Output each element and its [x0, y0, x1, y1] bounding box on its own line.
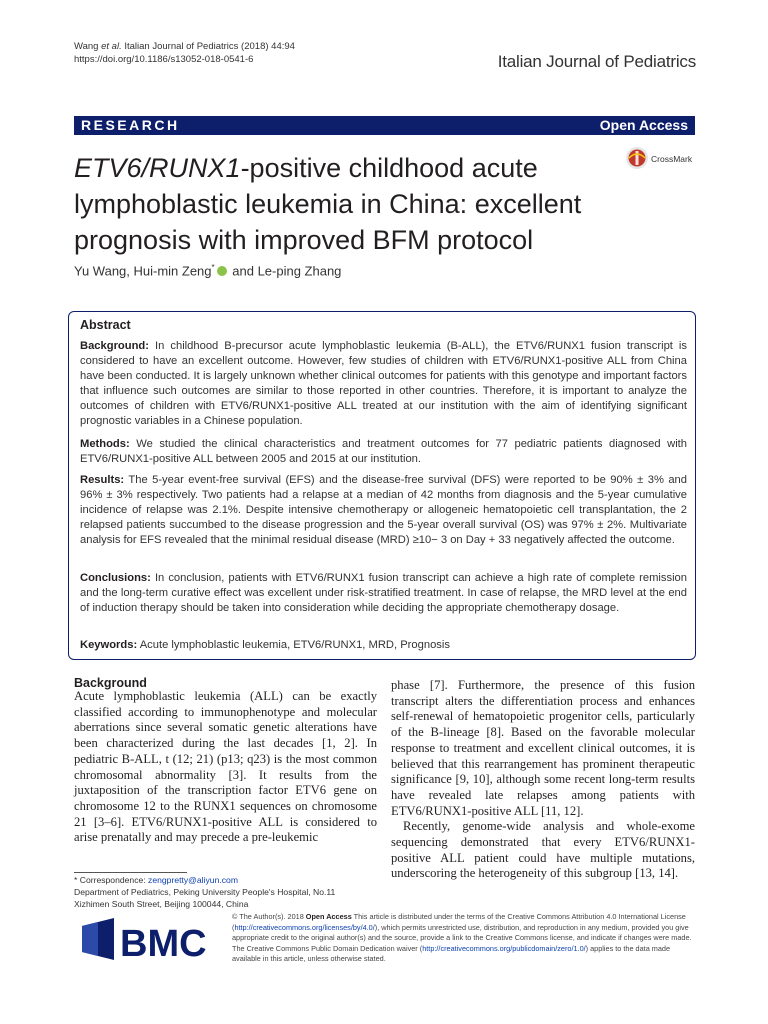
author-list: Yu Wang, Hui-min Zeng* and Le-ping Zhang	[74, 263, 342, 279]
body-left-column: Acute lymphoblastic leukemia (ALL) can be exactly classified according to immunophenotype and molecular aberrations since several somatic genetic alterations have been characterized during the last decades [1, 2]. In pediatric B-ALL, t (12; 21) (p13; q23) is the most common chromosomal abnormality [3]. It results from the juxtaposition of the transcription factor ETV6 gene on chromosome 12 to the RUNX1 sequences on chromosome 21 [3–6]. ETV6/RUNX1-positive ALL is considered to arise prenatally and may precede a pre-leukemic	[74, 689, 377, 845]
abstract-results: Results: The 5-year event-free survival (EFS) and the disease-free survival (DFS) were reported to be 90% ± 3% and 96% ± 3% respectively. Two patients had a relapse at a median of 42 months from diagnosis and the 5-year cumulative incidence of relapse was 2.1%. Despite intensive chemotherapy or allogeneic hematopoietic cell transplantation, the 2 relapsed patients succumbed to the disease progression and the 5-year overall survival (OS) was 97% ± 2%. Multivariate analysis for EFS revealed that the minimal residual disease (MRD) ≥10− 3 on Day + 33 negatively affected the outcome.	[80, 474, 688, 546]
abstract-background: Background: In childhood B-precursor acute lymphoblastic leukemia (B-ALL), the ETV6/RUNX1 fusion transcript is considered to have an excellent outcome. However, few studies of children with ETV6/RUNX1-positive ALL from China have been conducted. It is largely unknown whether clinical outcomes for patients with this genotype and important factors that influence such outcomes are similar to those reported in other countries. Therefore, it is important to analyze the outcomes of children with ETV6/RUNX1-positive ALL treated at our institution with the aim of identifying significant prognostic variables in a Chinese population.	[80, 340, 687, 427]
article-type-label: RESEARCH	[81, 117, 180, 133]
doi-link[interactable]: https://doi.org/10.1186/s13052-018-0541-6	[74, 54, 254, 65]
abstract-heading: Abstract	[80, 318, 131, 332]
body-right-column	[391, 678, 695, 882]
abstract-keywords: Keywords: Acute lymphoblastic leukemia, ETV6/RUNX1, MRD, Prognosis	[80, 639, 450, 651]
article-title: ETV6/RUNX1-positive childhood acute lymphoblastic leukemia in China: excellent prognosis with improved BFM protocol	[74, 153, 582, 255]
article-type-bar	[74, 116, 695, 135]
orcid-icon[interactable]	[217, 266, 227, 276]
body-paragraph: phase [7]. Furthermore, the presence of this fusion transcript alters the differentiation process and enhances self-renewal of hematopoietic progenitor cells, particularly of the B-lineage [8]. Based on the favorable molecular response to treatment and excellent clinical outcomes, it is believed that this rearrangement has prominent therapeutic significance [9, 10], although some recent long-term results have revealed late relapses among patients with ETV6/RUNX1-positive ALL [11, 12].	[391, 678, 695, 818]
correspondence-footnote: * Correspondence: zengpretty@aliyun.com Department of Pediatrics, Peking University People's Hospital, No.11 Xizhimen South Street, Beijing 100044, China	[74, 875, 336, 909]
license-text: © The Author(s). 2018 Open Access This article is distributed under the terms of the Creative Commons Attribution 4.0 International License (http://creativecommons.org/licenses/by/4.0/), which permits unrestricted use, distribution, and reproduction in any medium, provided you give appropriate credit to the original author(s) and the source, provide a link to the Creative Commons license, and indicate if changes were made. The Creative Commons Public Domain Dedication waiver (http://creativecommons.org/publicdomain/zero/1.0/) applies to the data made available in this article, unless otherwise stated.	[232, 912, 692, 963]
bmc-logo-text: BMC	[120, 923, 207, 965]
background-heading: Background	[74, 676, 147, 690]
body-paragraph: Recently, genome-wide analysis and whole-exome sequencing demonstrated that every ETV6/RUNX1-positive ALL patient could have multiple mutations, underscoring the heterogeneity of this subgroup [13, 14].	[391, 819, 695, 881]
open-access-label: Open Access	[599, 117, 688, 133]
journal-name: Italian Journal of Pediatrics	[497, 52, 696, 71]
abstract-methods: Methods: We studied the clinical characteristics and treatment outcomes for 77 pediatric patients diagnosed with ETV6/RUNX1-positive ALL between 2005 and 2015 at our institution.	[80, 438, 688, 465]
crossmark-label: CrossMark	[651, 154, 693, 164]
footnote-divider	[74, 872, 187, 873]
abstract-conclusions: Conclusions: In conclusion, patients with ETV6/RUNX1 fusion transcript can achieve a high rate of complete remission and the long-term curative effect was excellent under risk-stratified treatment. In case of relapse, the MRD level at the end of induction therapy should be taken into consideration while deciding the appropriate chemotherapy dosage.	[80, 572, 688, 614]
bmc-logo	[80, 912, 220, 967]
crossmark-badge[interactable]	[625, 146, 697, 172]
crossmark-icon	[625, 146, 649, 170]
email-link[interactable]: zengpretty@aliyun.com	[148, 875, 238, 885]
cc0-link[interactable]: http://creativecommons.org/publicdomain/zero/1.0/	[422, 943, 586, 953]
bmc-logo-icon	[80, 912, 220, 967]
citation-header: Wang et al. Italian Journal of Pediatrics (2018) 44:94 https://doi.org/10.1186/s13052-018-0541-6	[74, 41, 295, 65]
license-link[interactable]: http://creativecommons.org/licenses/by/4.0/	[234, 922, 375, 932]
